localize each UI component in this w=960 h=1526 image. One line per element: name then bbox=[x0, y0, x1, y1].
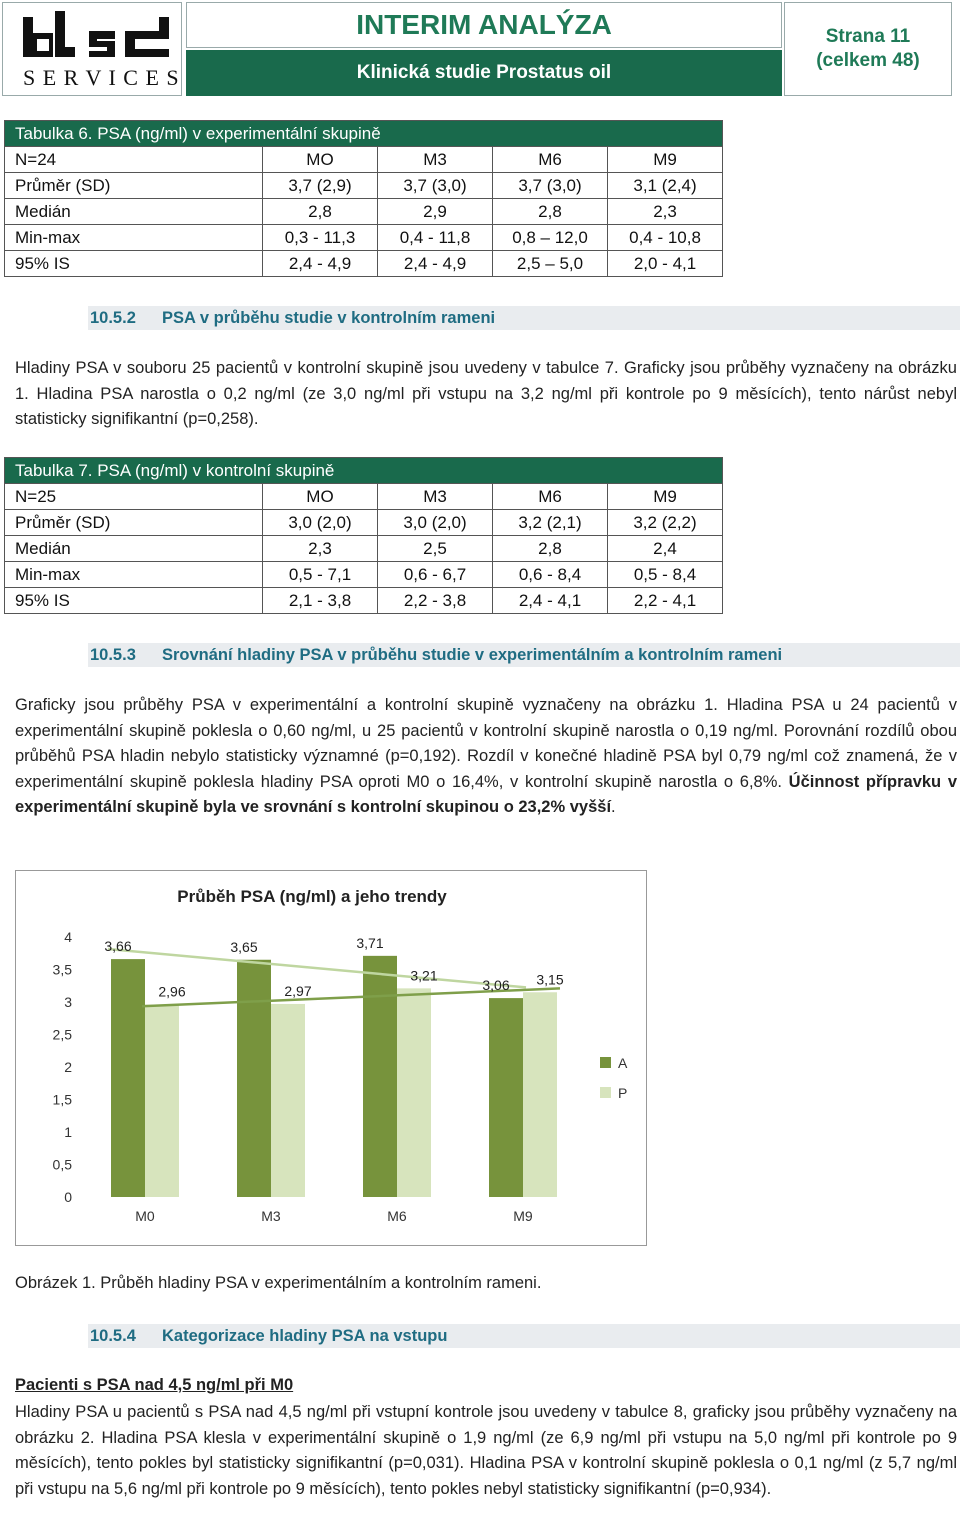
table-row bbox=[5, 173, 723, 199]
table-cell: 2,8 bbox=[493, 199, 608, 225]
bar-A-M9 bbox=[489, 998, 523, 1197]
table-row bbox=[5, 562, 723, 588]
y-tick-label: 2 bbox=[64, 1059, 72, 1075]
x-tick-label: M3 bbox=[261, 1208, 281, 1224]
data-label: 3,15 bbox=[536, 971, 564, 988]
table-cell: 2,5 bbox=[378, 536, 493, 562]
table-cell: 2,2 - 4,1 bbox=[608, 588, 723, 614]
bar-P-M9 bbox=[523, 992, 557, 1197]
y-tick-label: 1 bbox=[64, 1124, 72, 1140]
table-header-cell: MO bbox=[263, 484, 378, 510]
table-cell: 2,3 bbox=[608, 199, 723, 225]
table-header-cell: N=25 bbox=[5, 484, 263, 510]
paragraph-end: . bbox=[611, 798, 616, 816]
table-cell: 2,8 bbox=[493, 536, 608, 562]
row-label: 95% IS bbox=[5, 588, 263, 614]
y-tick-label: 4 bbox=[64, 929, 72, 945]
table-cell: 3,1 (2,4) bbox=[608, 173, 723, 199]
x-tick-label: M6 bbox=[387, 1208, 407, 1224]
table-header-row bbox=[5, 484, 723, 510]
row-label: Min-max bbox=[5, 225, 263, 251]
table-cell: 3,7 (3,0) bbox=[378, 173, 493, 199]
legend-label: A bbox=[618, 1055, 628, 1071]
table-row bbox=[5, 225, 723, 251]
row-label: Medián bbox=[5, 536, 263, 562]
table-header-row bbox=[5, 147, 723, 173]
y-tick-label: 2,5 bbox=[52, 1026, 72, 1043]
table-cell: 0,6 - 8,4 bbox=[493, 562, 608, 588]
psa-bar-chart bbox=[16, 871, 646, 1245]
section-heading-10-5-3 bbox=[88, 643, 960, 667]
table-cell: 0,3 - 11,3 bbox=[263, 225, 378, 251]
table-header-cell: M3 bbox=[378, 147, 493, 173]
table-row bbox=[5, 510, 723, 536]
section-title: PSA v průběhu studie v kontrolním rameni bbox=[162, 308, 496, 327]
y-tick-label: 3 bbox=[64, 994, 72, 1010]
paragraph-control-arm: Hladiny PSA v souboru 25 pacientů v kontrolní skupině jsou uvedeny v tabulce 7. Graficky jsou průběhy vyznačeny na obrázku 1. Hladina PSA narostla o 0,2 ng/ml (ze 3,0 ng/ml při vstupu na 3,2 ng/ml při kontrole po 9 měsících), tento nárůst nebyl statisticky signifikantní (p=0,258). bbox=[15, 359, 957, 428]
table-cell: 2,4 - 4,1 bbox=[493, 588, 608, 614]
row-label: Průměr (SD) bbox=[5, 173, 263, 199]
x-tick-label: M9 bbox=[513, 1208, 533, 1224]
table-row bbox=[5, 536, 723, 562]
table-cell: 2,2 - 3,8 bbox=[378, 588, 493, 614]
legend-label: P bbox=[618, 1085, 628, 1101]
table-cell: 0,5 - 7,1 bbox=[263, 562, 378, 588]
table-header-cell: N=24 bbox=[5, 147, 263, 173]
bar-A-M6 bbox=[363, 956, 397, 1197]
page-header bbox=[2, 2, 952, 98]
table-cell: 0,4 - 10,8 bbox=[608, 225, 723, 251]
legend-swatch-A bbox=[600, 1057, 611, 1068]
y-tick-label: 0 bbox=[64, 1189, 72, 1205]
row-label: Medián bbox=[5, 199, 263, 225]
document-title: INTERIM ANALÝZA bbox=[186, 2, 782, 48]
y-tick-label: 0,5 bbox=[52, 1156, 72, 1173]
section-heading-10-5-2 bbox=[88, 306, 960, 330]
paragraph-conclusion: Účinnost přípravku v experimentální skupině byla ve srovnání s kontrolní skupinou o 23,2% vyšší bbox=[15, 772, 957, 816]
table-cell: 2,8 bbox=[263, 199, 378, 225]
logo-letters: S E R V I C E S bbox=[23, 65, 180, 90]
section-number: 10.5.4 bbox=[90, 1326, 136, 1345]
table-caption: Tabulka 7. PSA (ng/ml) v kontrolní skupině bbox=[5, 458, 723, 484]
table-header-cell: MO bbox=[263, 147, 378, 173]
data-label: 3,65 bbox=[230, 938, 258, 955]
section-title: Srovnání hladiny PSA v průběhu studie v experimentálním a kontrolním rameni bbox=[162, 645, 783, 664]
y-tick-label: 3,5 bbox=[52, 961, 72, 978]
table-cell: 2,4 bbox=[608, 536, 723, 562]
data-label: 3,66 bbox=[104, 938, 132, 955]
data-label: 2,97 bbox=[284, 982, 312, 999]
bar-P-M6 bbox=[397, 988, 431, 1197]
table-cell: 3,0 (2,0) bbox=[378, 510, 493, 536]
bar-A-M3 bbox=[237, 960, 271, 1197]
data-label: 3,21 bbox=[410, 967, 438, 984]
table-7 bbox=[4, 457, 723, 614]
bar-P-M0 bbox=[145, 1005, 179, 1197]
table-header-cell: M6 bbox=[493, 484, 608, 510]
table-cell: 2,4 - 4,9 bbox=[378, 251, 493, 277]
study-subtitle: Klinická studie Prostatus oil bbox=[186, 50, 782, 96]
bar-A-M0 bbox=[111, 959, 145, 1197]
row-label: Průměr (SD) bbox=[5, 510, 263, 536]
table-header-cell: M9 bbox=[608, 147, 723, 173]
table-caption: Tabulka 6. PSA (ng/ml) v experimentální skupině bbox=[5, 121, 723, 147]
table-cell: 0,6 - 6,7 bbox=[378, 562, 493, 588]
table-header-cell: M6 bbox=[493, 147, 608, 173]
table-cell: 2,1 - 3,8 bbox=[263, 588, 378, 614]
section-number: 10.5.2 bbox=[90, 308, 136, 327]
paragraph-text: Graficky jsou průběhy PSA v experimentální a kontrolní skupině vyznačeny na obrázku 1. Hladina PSA u 24 pacientů v experimentální skupině poklesla o 0,60 ng/ml, u 25 pacientů v kontrolní skupině narostla o 0,19 ng/ml. Porovnání rozdílů obou průběhů PSA hladin nebylo statisticky významné (p=0,192). Rozdíl v konečné hladině PSA byl 0,79 ng/ml což znamená, že v experimentální skupině poklesla hladiny PSA oproti M0 o 16,4%, v kontrolní skupině narostla o 6,8%. bbox=[15, 696, 957, 791]
table-cell: 3,0 (2,0) bbox=[263, 510, 378, 536]
subsection-heading: Pacienti s PSA nad 4,5 ng/ml při M0 bbox=[15, 1376, 294, 1394]
table-cell: 0,5 - 8,4 bbox=[608, 562, 723, 588]
table-row bbox=[5, 199, 723, 225]
row-label: 95% IS bbox=[5, 251, 263, 277]
page-total: (celkem 48) bbox=[816, 50, 920, 71]
chart-title: Průběh PSA (ng/ml) a jeho trendy bbox=[177, 887, 447, 906]
table-header-cell: M3 bbox=[378, 484, 493, 510]
x-tick-label: M0 bbox=[135, 1208, 155, 1224]
table-cell: 3,2 (2,1) bbox=[493, 510, 608, 536]
table-cell: 2,9 bbox=[378, 199, 493, 225]
table-cell: 3,7 (3,0) bbox=[493, 173, 608, 199]
legend-swatch-P bbox=[600, 1087, 611, 1098]
table-cell: 2,5 – 5,0 bbox=[493, 251, 608, 277]
row-label: Min-max bbox=[5, 562, 263, 588]
table-cell: 3,2 (2,2) bbox=[608, 510, 723, 536]
company-logo bbox=[2, 2, 182, 96]
y-tick-label: 1,5 bbox=[52, 1091, 72, 1108]
trendline-A bbox=[108, 949, 526, 987]
table-cell: 2,4 - 4,9 bbox=[263, 251, 378, 277]
table-cell: 2,0 - 4,1 bbox=[608, 251, 723, 277]
table-row bbox=[5, 588, 723, 614]
data-label: 3,71 bbox=[356, 934, 384, 951]
page-number: Strana 11 bbox=[825, 26, 911, 47]
table-cell: 2,3 bbox=[263, 536, 378, 562]
table-header-cell: M9 bbox=[608, 484, 723, 510]
section-number: 10.5.3 bbox=[90, 645, 136, 664]
table-6 bbox=[4, 120, 723, 277]
bar-P-M3 bbox=[271, 1004, 305, 1197]
data-label: 3,06 bbox=[482, 977, 510, 994]
table-row bbox=[5, 251, 723, 277]
table-cell: 0,4 - 11,8 bbox=[378, 225, 493, 251]
page-number-box bbox=[784, 2, 952, 96]
paragraph-comparison bbox=[15, 693, 957, 821]
section-heading-10-5-4 bbox=[88, 1324, 960, 1348]
table-cell: 3,7 (2,9) bbox=[263, 173, 378, 199]
paragraph-psa-above-4-5: Hladiny PSA u pacientů s PSA nad 4,5 ng/ml při vstupní kontrole jsou uvedeny v tabulce 8, graficky jsou průběhy vyznačeny na obrázku 2. Hladina PSA klesla v experimentální skupině o 1,9 ng/ml (ze 6,9 ng/ml při vstupu na 5,0 ng/ml při kontrole po 9 měsících), tento pokles byl statisticky signifikantní (p=0,031). Hladina PSA v kontrolní skupině poklesla o 0,1 ng/ml (z 5,7 ng/ml při vstupu na 5,6 ng/ml při kontrole po 9 měsících), tento pokles nebyl statisticky signifikantní (p=0,934). bbox=[15, 1403, 957, 1498]
section-title: Kategorizace hladiny PSA na vstupu bbox=[162, 1326, 448, 1345]
data-label: 2,96 bbox=[158, 983, 186, 1000]
figure-caption: Obrázek 1. Průběh hladiny PSA v experimentálním a kontrolním rameni. bbox=[15, 1274, 542, 1292]
psa-chart bbox=[15, 870, 647, 1246]
table-cell: 0,8 – 12,0 bbox=[493, 225, 608, 251]
